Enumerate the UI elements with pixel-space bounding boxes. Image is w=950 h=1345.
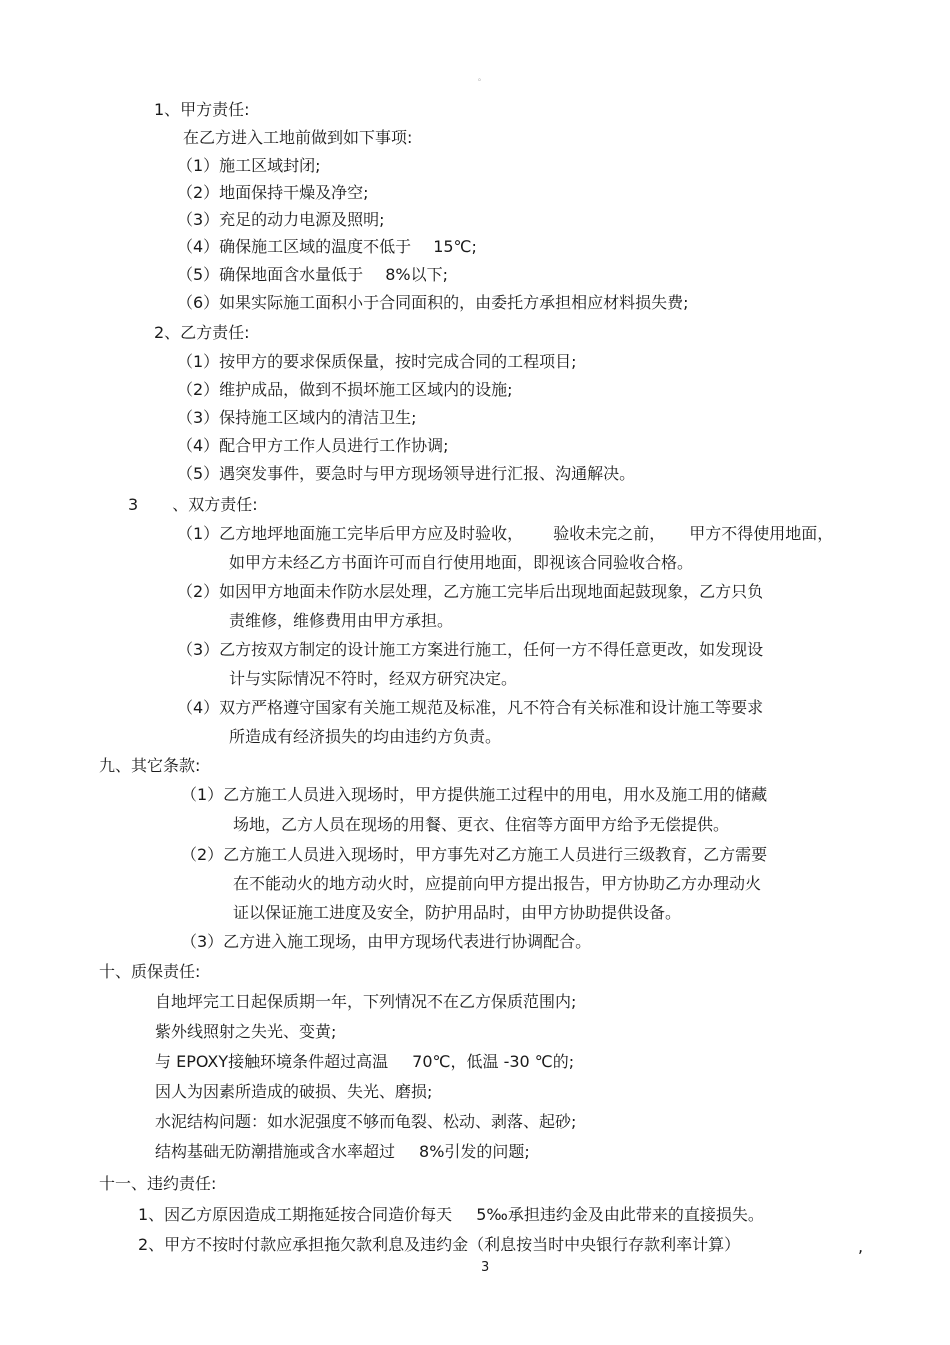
list-item (177, 524, 833, 544)
list-item-continuation: 计与实际情况不符时，经双方研究决定。 (229, 669, 518, 688)
list-item: （5）遇突发事件，要急时与甲方现场领导进行汇报、沟通解决。 (177, 464, 636, 483)
paragraph-line: 在乙方进入工地前做到如下事项: (183, 128, 413, 147)
text-segment: 8%以下; (385, 265, 448, 284)
list-item: 2、甲方不按时付款应承担拖欠款利息及违约金（利息按当时中央银行存款利率计算） (138, 1235, 741, 1254)
text-segment: 1、因乙方原因造成工期拖延按合同造价每天 (138, 1205, 453, 1224)
list-item-continuation: 所造成有经济损失的均由违约方负责。 (229, 727, 502, 746)
list-item (177, 265, 448, 285)
text-segment: （1）乙方地坪地面施工完毕后甲方应及时验收， (177, 524, 524, 543)
list-item: （1）施工区域封闭; (177, 156, 321, 175)
list-item: （3）乙方按双方制定的设计施工方案进行施工，任何一方不得任意更改，如发现设 (177, 640, 764, 659)
section-title: 1、甲方责任: (154, 100, 250, 119)
list-item: （2）乙方施工人员进入现场时，甲方事先对乙方施工人员进行三级教育，乙方需要 (181, 845, 768, 864)
list-item: （3）保持施工区域内的清洁卫生; (177, 408, 417, 427)
list-item-continuation: 如甲方未经乙方书面许可而自行使用地面，即视该合同验收合格。 (229, 553, 694, 572)
section-number: 3 (128, 495, 139, 514)
text-segment: 结构基础无防潮措施或含水率超过 (155, 1142, 396, 1161)
paragraph-line: 紫外线照射之失光、变黄; (155, 1022, 337, 1041)
list-item (138, 1205, 764, 1225)
list-item: （4）双方严格遵守国家有关施工规范及标准，凡不符合有关标准和设计施工等要求 (177, 698, 764, 717)
text-segment: 5‰承担违约金及由此带来的直接损失。 (476, 1205, 764, 1224)
page-number: 3 (481, 1260, 490, 1275)
text-segment: 15℃; (433, 237, 477, 256)
paragraph-line (155, 1052, 574, 1072)
paragraph-line: 自地坪完工日起保质期一年，下列情况不在乙方保质范围内; (155, 992, 577, 1011)
text-segment: 与 EPOXY接触环境条件超过高温 (155, 1052, 389, 1071)
section-title-text: 、双方责任: (172, 495, 258, 514)
text-segment: 验收未完之前， (553, 524, 666, 543)
list-item: （3）充足的动力电源及照明; (177, 210, 385, 229)
section-title: 十、质保责任: (99, 962, 201, 981)
list-item: （2）维护成品，做到不损坏施工区域内的设施; (177, 380, 513, 399)
paragraph-line: 因人为因素所造成的破损、失光、磨损; (155, 1082, 433, 1101)
list-item: （2）地面保持干燥及净空; (177, 183, 369, 202)
paragraph-line (155, 1142, 530, 1162)
list-item: （1）按甲方的要求保质保量，按时完成合同的工程项目; (177, 352, 577, 371)
list-item: （3）乙方进入施工现场，由甲方现场代表进行协调配合。 (181, 932, 592, 951)
header-mark: 。 (478, 73, 486, 82)
list-item-continuation: 在不能动火的地方动火时，应提前向甲方提出报告，甲方协助乙方办理动火 (233, 874, 762, 893)
paragraph-line: 水泥结构问题：如水泥强度不够而龟裂、松动、剥落、起砂; (155, 1112, 577, 1131)
text-segment: （4）确保施工区域的温度不低于 (177, 237, 412, 256)
list-item: （6）如果实际施工面积小于合同面积的，由委托方承担相应材料损失费; (177, 293, 689, 312)
trailing-comma: , (858, 1237, 864, 1256)
list-item-continuation: 场地，乙方人员在现场的用餐、更衣、住宿等方面甲方给予无偿提供。 (233, 815, 730, 834)
text-segment: 甲方不得使用地面， (689, 524, 834, 543)
list-item: （2）如因甲方地面未作防水层处理，乙方施工完毕后出现地面起鼓现象，乙方只负 (177, 582, 764, 601)
list-item: （4）配合甲方工作人员进行工作协调; (177, 436, 449, 455)
text-segment: 70℃，低温 -30 ℃的; (412, 1052, 575, 1071)
section-title: 2、乙方责任: (154, 323, 250, 342)
list-item-continuation: 证以保证施工进度及安全，防护用品时，由甲方协助提供设备。 (233, 903, 682, 922)
section-title: 九、其它条款: (99, 756, 201, 775)
text-segment: （5）确保地面含水量低于 (177, 265, 364, 284)
list-item-continuation: 责维修，维修费用由甲方承担。 (229, 611, 454, 630)
section-title: 十一、违约责任: (99, 1174, 217, 1193)
text-segment: 8%引发的问题; (419, 1142, 530, 1161)
list-item: （1）乙方施工人员进入现场时，甲方提供施工过程中的用电，用水及施工用的储藏 (181, 785, 768, 804)
list-item (177, 237, 477, 257)
section-title (128, 495, 258, 515)
